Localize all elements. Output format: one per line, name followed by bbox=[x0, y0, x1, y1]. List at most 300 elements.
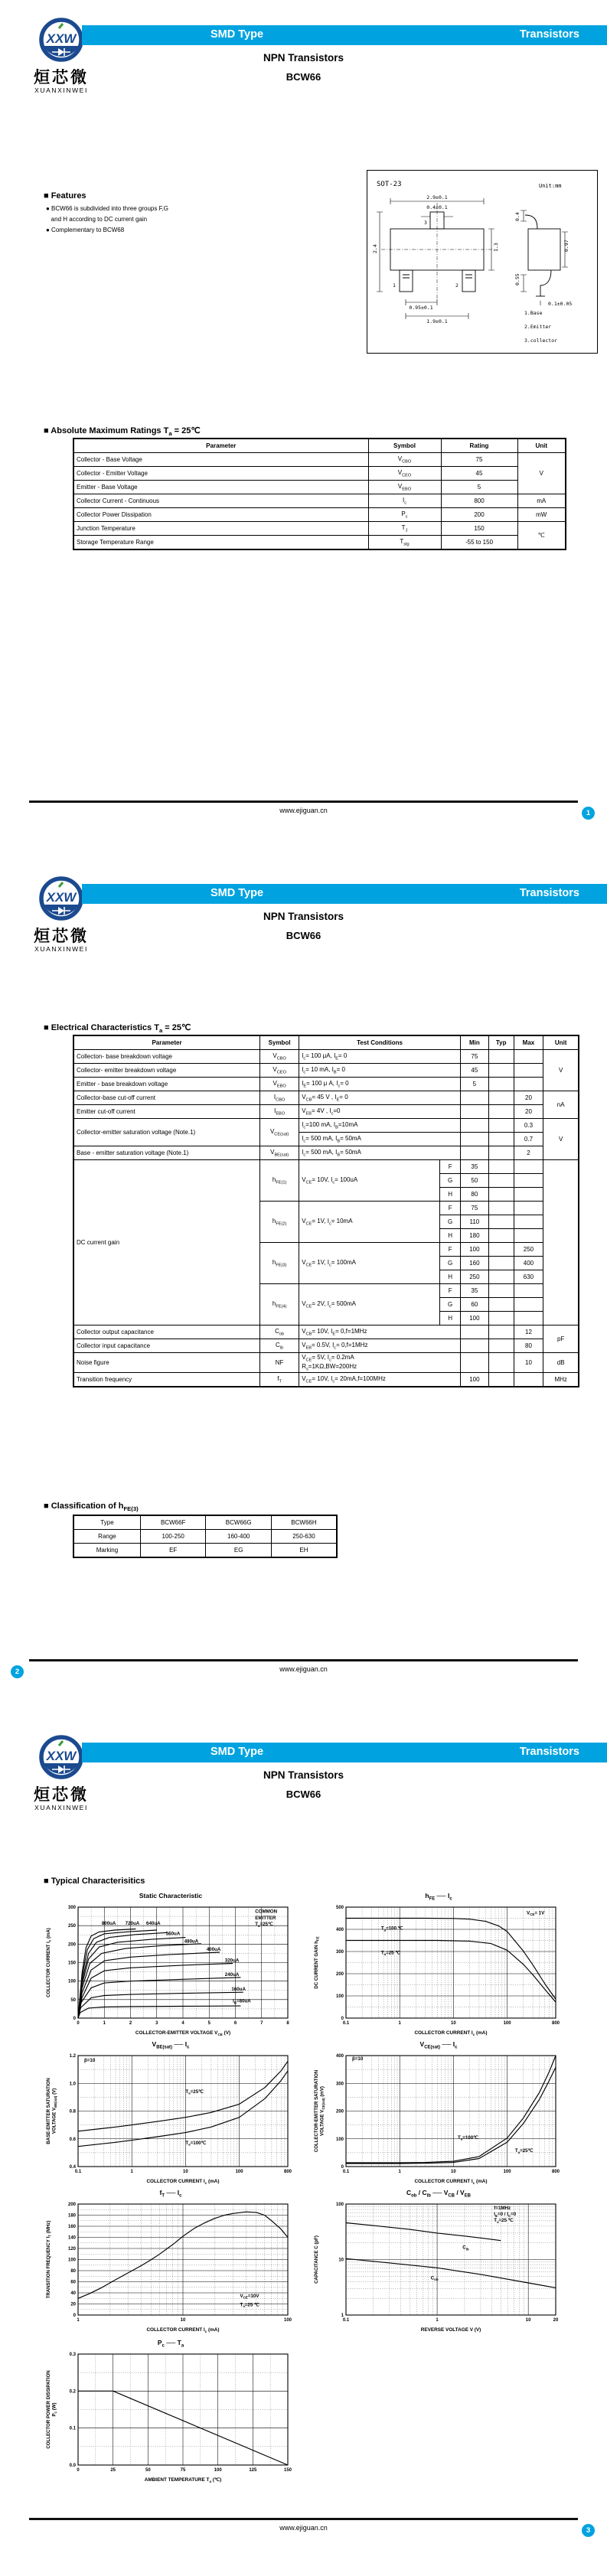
part-number: BCW66 bbox=[286, 930, 321, 941]
cell: Typ bbox=[488, 1035, 514, 1050]
cell: 75 bbox=[460, 1202, 488, 1215]
cell: $V_{CBO}$ bbox=[260, 1050, 299, 1064]
cell: G bbox=[440, 1257, 461, 1270]
smd-type-label: SMD Type bbox=[210, 1746, 264, 1758]
cell bbox=[514, 1188, 543, 1202]
cell: 400 bbox=[514, 1257, 543, 1270]
cell bbox=[488, 1078, 514, 1091]
cell: Type bbox=[73, 1515, 140, 1530]
page-3 bbox=[0, 1717, 607, 2576]
svg-text:10: 10 bbox=[338, 2258, 344, 2263]
chart-plot bbox=[44, 2199, 297, 2335]
cell: Collector output capacitance bbox=[73, 1325, 260, 1339]
cell: 80 bbox=[460, 1188, 488, 1202]
cell: 50 bbox=[460, 1174, 488, 1188]
svg-text:0.1: 0.1 bbox=[74, 2170, 82, 2174]
cell: EG bbox=[206, 1544, 272, 1558]
svg-text:0: 0 bbox=[73, 2314, 76, 2318]
svg-text:Ta=100℃: $T_a=100℃$ bbox=[457, 2134, 479, 2141]
cell: Symbol bbox=[368, 439, 441, 453]
cell bbox=[488, 1160, 514, 1174]
footer-divider bbox=[29, 801, 578, 803]
svg-text:100: 100 bbox=[214, 2468, 222, 2473]
series-IB=320uA bbox=[78, 1964, 233, 2019]
cell bbox=[488, 1202, 514, 1215]
cell: Collecton- base breakdown voltage bbox=[73, 1050, 260, 1064]
data-table bbox=[73, 438, 566, 550]
svg-text:0: 0 bbox=[77, 2468, 80, 2473]
svg-text:COLLECTOR CURRENT Ic (mA): COLLECTOR CURRENT $I_c$ (mA) bbox=[414, 2179, 488, 2185]
svg-text:400uA: 400uA bbox=[206, 1947, 221, 1953]
series-IB=160uA bbox=[78, 1992, 243, 2018]
svg-text:1: 1 bbox=[398, 2021, 401, 2026]
product-category: NPN Transistors bbox=[263, 52, 344, 64]
svg-text:8: 8 bbox=[286, 2021, 289, 2026]
cell: BCW66F bbox=[140, 1515, 206, 1530]
cell: 800 bbox=[441, 494, 517, 508]
svg-text:VOLTAGE VCE(sat) (mV): VOLTAGE $V_{CE(sat)}$ (mV) bbox=[319, 2086, 326, 2136]
cell: $V_{CE}= 10V$, $I_c= 100uA$ bbox=[299, 1160, 440, 1202]
chart-title: $h_{FE}$ ── $I_c$ bbox=[425, 1892, 452, 1902]
svg-text:150: 150 bbox=[283, 2468, 292, 2473]
svg-text:Cob: $C_{ob}$ bbox=[430, 2275, 439, 2282]
cell: Junction Temperature bbox=[73, 522, 368, 536]
cell: EH bbox=[271, 1544, 337, 1558]
svg-text:80: 80 bbox=[70, 2269, 76, 2274]
footer-url: www.ejiguan.cn bbox=[279, 2524, 328, 2532]
data-table bbox=[73, 1035, 579, 1387]
svg-text:f=1MHz: f=1MHz bbox=[494, 2206, 511, 2212]
transistors-label: Transistors bbox=[519, 1746, 579, 1758]
cell: BCW66G bbox=[206, 1515, 272, 1530]
svg-text:0.6: 0.6 bbox=[69, 2137, 76, 2142]
chart-ft-vs-ic bbox=[44, 2189, 297, 2339]
cell: 10 bbox=[514, 1353, 543, 1373]
svg-text:3: 3 bbox=[424, 220, 427, 226]
cell: 100-250 bbox=[140, 1530, 206, 1544]
header-bar bbox=[82, 25, 607, 45]
svg-text:1.3: 1.3 bbox=[493, 243, 499, 252]
svg-text:1: 1 bbox=[398, 2170, 401, 2174]
package-outline-drawing bbox=[367, 170, 598, 354]
cell: 0.7 bbox=[514, 1133, 543, 1146]
cell: Range bbox=[73, 1530, 140, 1544]
svg-text:240uA: 240uA bbox=[224, 1971, 240, 1978]
cell: Test Conditions bbox=[299, 1035, 461, 1050]
cell: 45 bbox=[460, 1064, 488, 1078]
svg-text:REVERSE VOLTAGE V (V): REVERSE VOLTAGE V (V) bbox=[420, 2327, 481, 2333]
sot23-drawing bbox=[367, 171, 597, 353]
cell: 20 bbox=[514, 1091, 543, 1105]
svg-text:560uA: 560uA bbox=[165, 1931, 181, 1937]
cell: $V_{CE}= 10V$, $I_c= 20mA,f=100MHz$ bbox=[299, 1373, 461, 1387]
cell: $T_J$ bbox=[368, 522, 441, 536]
cell: Collector-base cut-off current bbox=[73, 1091, 260, 1105]
page-number-badge: 3 bbox=[582, 2524, 595, 2537]
cell: dB bbox=[543, 1353, 579, 1373]
cell bbox=[488, 1339, 514, 1353]
charts-area bbox=[0, 1717, 607, 2576]
cell: $I_{EBO}$ bbox=[260, 1105, 299, 1119]
cell: 2 bbox=[514, 1146, 543, 1160]
svg-text:COLLECTOR CURRENT Ic (mA): COLLECTOR CURRENT $I_c$ (mA) bbox=[146, 2179, 220, 2185]
svg-text:120: 120 bbox=[67, 2247, 76, 2252]
svg-text:0.4±0.1: 0.4±0.1 bbox=[426, 204, 448, 210]
svg-text:180: 180 bbox=[67, 2213, 76, 2219]
cell bbox=[488, 1353, 514, 1373]
cell bbox=[514, 1284, 543, 1298]
svg-text:25: 25 bbox=[110, 2468, 116, 2473]
cell: $h_{FE(3)}$ bbox=[260, 1243, 299, 1284]
cell: ℃ bbox=[517, 522, 566, 550]
cell: 60 bbox=[460, 1298, 488, 1312]
cell: $P_c$ bbox=[368, 508, 441, 522]
chart-title: $P_c$ ── $T_a$ bbox=[157, 2339, 184, 2349]
svg-text:0: 0 bbox=[341, 2165, 344, 2170]
svg-text:10: 10 bbox=[525, 2318, 531, 2323]
svg-text:800: 800 bbox=[283, 2170, 292, 2174]
svg-text:COLLECTOR CURRENT Ic (mA): COLLECTOR CURRENT $I_c$ (mA) bbox=[146, 2327, 220, 2333]
chart-static-characteristic bbox=[44, 1892, 297, 2042]
footer-url: www.ejiguan.cn bbox=[279, 807, 328, 814]
svg-text:Pc (W): $P_c$ (W) bbox=[51, 2402, 58, 2417]
cell: 75 bbox=[441, 453, 517, 467]
svg-text:10: 10 bbox=[451, 2021, 456, 2026]
cell bbox=[460, 1133, 488, 1146]
cell bbox=[460, 1325, 488, 1339]
page-1 bbox=[0, 0, 607, 859]
cell bbox=[488, 1119, 514, 1133]
abs-max-title: ■ Absolute Maximum Ratings $T_a$ = 25℃ bbox=[44, 426, 201, 438]
svg-text:125: 125 bbox=[249, 2468, 257, 2473]
cell: $V_{CEO}$ bbox=[260, 1064, 299, 1078]
svg-text:TRANSITION FREQUENCY fT (M: TRANSITION FREQUENCY $f_T$ (MHz) bbox=[46, 2220, 52, 2299]
chart-vcesat-vs-ic bbox=[312, 2040, 565, 2190]
cell bbox=[514, 1050, 543, 1064]
svg-text:2: 2 bbox=[129, 2021, 132, 2026]
cell: Emitter - base breakdown voltage bbox=[73, 1078, 260, 1091]
cell bbox=[488, 1133, 514, 1146]
series-IB=640uA bbox=[78, 1932, 167, 2018]
svg-text:VCE=10V: $V_{CE}=10V$ bbox=[240, 2293, 259, 2300]
cell bbox=[460, 1119, 488, 1133]
cell: 5 bbox=[460, 1078, 488, 1091]
svg-text:10: 10 bbox=[451, 2170, 456, 2174]
transistors-label: Transistors bbox=[519, 28, 579, 41]
svg-text:1.2: 1.2 bbox=[69, 2054, 76, 2059]
cell: 100 bbox=[460, 1312, 488, 1325]
svg-text:2.9±0.1: 2.9±0.1 bbox=[426, 194, 448, 201]
svg-text:0.3: 0.3 bbox=[69, 2353, 76, 2357]
cell: $f_T$ bbox=[260, 1373, 299, 1387]
cell: Base - emitter saturation voltage (Note.1) bbox=[73, 1146, 260, 1160]
cell: 75 bbox=[460, 1050, 488, 1064]
classification-table bbox=[73, 1515, 338, 1558]
cell: H bbox=[440, 1312, 461, 1325]
product-category: NPN Transistors bbox=[263, 1769, 344, 1781]
svg-text:100: 100 bbox=[283, 2318, 292, 2323]
svg-text:3.collector: 3.collector bbox=[524, 337, 558, 344]
cell: Parameter bbox=[73, 1035, 260, 1050]
svg-text:VCE= 1V: $V_{CE}= 1V$ bbox=[526, 1910, 545, 1917]
svg-text:BASE-EMITTER SATURATION: BASE-EMITTER SATURATION bbox=[46, 2078, 51, 2144]
cell bbox=[460, 1146, 488, 1160]
smd-type-label: SMD Type bbox=[210, 887, 264, 899]
svg-text:1: 1 bbox=[130, 2170, 133, 2174]
svg-text:1: 1 bbox=[341, 2314, 344, 2318]
svg-text:480uA: 480uA bbox=[184, 1939, 199, 1945]
cell: Emitter - Base Voltage bbox=[73, 481, 368, 494]
svg-text:Ta=25℃: $T_a=25℃$ bbox=[514, 2148, 534, 2154]
svg-text:Ta=25 ℃: $T_a=25$ ℃ bbox=[380, 1950, 401, 1957]
product-category: NPN Transistors bbox=[263, 911, 344, 922]
cell: Emitter cut-off current bbox=[73, 1105, 260, 1119]
cell: nA bbox=[543, 1091, 579, 1119]
cell: $V_{CB}= 45$ V , $I_E= 0$ bbox=[299, 1091, 461, 1105]
cell: Rating bbox=[441, 439, 517, 453]
cell: 0.3 bbox=[514, 1119, 543, 1133]
series-Ta=25C bbox=[78, 2061, 288, 2131]
svg-text:2.4: 2.4 bbox=[372, 244, 378, 253]
svg-text:320uA: 320uA bbox=[224, 1958, 240, 1964]
svg-text:2.Emitter: 2.Emitter bbox=[524, 324, 552, 330]
chart-title: $V_{BE(sat)}$ ── $I_c$ bbox=[152, 2040, 190, 2050]
svg-text:IB=80uA: $I_B=80uA$ bbox=[233, 1998, 251, 2005]
svg-text:200: 200 bbox=[335, 2109, 344, 2115]
svg-text:100: 100 bbox=[335, 1994, 344, 1999]
svg-text:SOT-23: SOT-23 bbox=[377, 181, 402, 188]
cell: mW bbox=[517, 508, 566, 522]
svg-text:0.1: 0.1 bbox=[342, 2318, 350, 2323]
cell: $I_c= 10$ mA, $I_B= 0$ bbox=[299, 1064, 461, 1078]
svg-text:0.4: 0.4 bbox=[514, 212, 521, 221]
svg-text:VOLTAGE VBE(sat) (V): VOLTAGE $V_{BE(sat)}$ (V) bbox=[51, 2088, 58, 2134]
cell: $V_{CEO}$ bbox=[368, 467, 441, 481]
svg-text:100: 100 bbox=[335, 2203, 344, 2207]
svg-text:1.9±0.1: 1.9±0.1 bbox=[426, 318, 448, 324]
cell bbox=[488, 1257, 514, 1270]
svg-text:0.95±0.1: 0.95±0.1 bbox=[409, 305, 433, 311]
cell bbox=[514, 1215, 543, 1229]
footer-divider bbox=[29, 2518, 578, 2520]
cell bbox=[488, 1229, 514, 1243]
cell: Collector Power Dissipation bbox=[73, 508, 368, 522]
cell bbox=[460, 1353, 488, 1373]
svg-text:250: 250 bbox=[67, 1924, 76, 1929]
cell bbox=[488, 1312, 514, 1325]
cell: Parameter bbox=[73, 439, 368, 453]
svg-text:COLLECTOR CURRENT Ic (mA): COLLECTOR CURRENT $I_c$ (mA) bbox=[46, 1928, 52, 1997]
cell: $V_{EBO}$ bbox=[260, 1078, 299, 1091]
cell bbox=[514, 1064, 543, 1078]
cell: Unit bbox=[543, 1035, 579, 1050]
svg-text:720uA: 720uA bbox=[125, 1921, 140, 1927]
cell bbox=[488, 1284, 514, 1298]
chart-hfe-vs-ic bbox=[312, 1892, 565, 2042]
svg-text:0.8: 0.8 bbox=[69, 2109, 76, 2115]
cell bbox=[488, 1174, 514, 1188]
svg-text:XXW: XXW bbox=[46, 890, 77, 905]
cell: mA bbox=[517, 494, 566, 508]
cell: 80 bbox=[514, 1339, 543, 1353]
cell: 250-630 bbox=[271, 1530, 337, 1544]
cell: $I_c= 500$ mA, $I_B= 50mA$ bbox=[299, 1133, 461, 1146]
cell: $V_{BE(sat)}$ bbox=[260, 1146, 299, 1160]
svg-text:50: 50 bbox=[70, 1997, 76, 2003]
cell: $h_{FE(4)}$ bbox=[260, 1284, 299, 1325]
brand-name-en: XUANXINWEI bbox=[34, 1804, 88, 1811]
cell bbox=[488, 1091, 514, 1105]
cell: $I_c$ bbox=[368, 494, 441, 508]
svg-text:300: 300 bbox=[335, 2082, 344, 2087]
svg-text:Ta=100℃: $T_a=100℃$ bbox=[185, 2141, 207, 2147]
svg-text:20: 20 bbox=[70, 2302, 76, 2307]
cell bbox=[488, 1298, 514, 1312]
cell: Collector input capacitance bbox=[73, 1339, 260, 1353]
chart-plot bbox=[312, 1902, 565, 2038]
cell: 20 bbox=[514, 1105, 543, 1119]
cell: BCW66H bbox=[271, 1515, 337, 1530]
cell: DC current gain bbox=[73, 1160, 260, 1325]
cell: 45 bbox=[441, 467, 517, 481]
cell: Unit bbox=[517, 439, 566, 453]
cell bbox=[514, 1160, 543, 1174]
svg-text:β=10: β=10 bbox=[351, 2056, 364, 2062]
footer-divider bbox=[29, 1659, 578, 1661]
svg-text:10: 10 bbox=[180, 2318, 186, 2323]
svg-text:0.55: 0.55 bbox=[514, 273, 521, 285]
cell: EF bbox=[140, 1544, 206, 1558]
cell: V bbox=[517, 453, 566, 494]
svg-text:0.2: 0.2 bbox=[69, 2389, 76, 2395]
svg-text:0.97: 0.97 bbox=[563, 240, 569, 252]
svg-text:20: 20 bbox=[553, 2318, 559, 2323]
cell: 5 bbox=[441, 481, 517, 494]
svg-text:EMITTER: EMITTER bbox=[255, 1915, 276, 1921]
feature-item: and H according to DC current gain bbox=[46, 216, 148, 223]
cell bbox=[488, 1105, 514, 1119]
svg-text:100: 100 bbox=[67, 1979, 76, 1984]
cell: F bbox=[440, 1160, 461, 1174]
svg-text:COMMON: COMMON bbox=[255, 1909, 278, 1915]
data-table bbox=[73, 1515, 338, 1558]
cell: V bbox=[543, 1050, 579, 1091]
cell: V bbox=[543, 1119, 579, 1160]
svg-text:100: 100 bbox=[503, 2170, 511, 2174]
cell bbox=[488, 1270, 514, 1284]
cell: F bbox=[440, 1202, 461, 1215]
svg-text:7: 7 bbox=[260, 2021, 263, 2026]
chart-title: Static Characteristic bbox=[139, 1892, 203, 1899]
feature-item: ● Complementary to BCW68 bbox=[46, 227, 125, 233]
cell: $I_{CBO}$ bbox=[260, 1091, 299, 1105]
cell: 180 bbox=[460, 1229, 488, 1243]
svg-text:800: 800 bbox=[551, 2170, 560, 2174]
svg-text:100: 100 bbox=[67, 2258, 76, 2263]
cell: 100 bbox=[460, 1373, 488, 1387]
svg-text:40: 40 bbox=[70, 2291, 76, 2296]
cell: 250 bbox=[460, 1270, 488, 1284]
svg-text:5: 5 bbox=[207, 2021, 210, 2026]
svg-text:0.1: 0.1 bbox=[342, 2170, 350, 2174]
brand-name-cn: 烜芯微 bbox=[34, 1786, 89, 1804]
cell: $V_{CE}= 5V$, $I_c= 0.2mA$ $R_s=1K\Omega,BW=200Hz$ bbox=[299, 1353, 461, 1373]
cell bbox=[543, 1160, 579, 1325]
cell: $V_{CE(sat)}$ bbox=[260, 1119, 299, 1146]
brand-name-cn: 烜芯微 bbox=[34, 69, 89, 86]
svg-text:4: 4 bbox=[181, 2021, 184, 2026]
chart-plot bbox=[312, 2199, 565, 2335]
cell: -55 to 150 bbox=[441, 536, 517, 550]
part-number: BCW66 bbox=[286, 1789, 321, 1800]
feature-item: ● BCW66 is subdivided into three groups F,G bbox=[46, 205, 169, 212]
svg-text:0: 0 bbox=[341, 2017, 344, 2021]
series-IB=240uA bbox=[78, 1978, 240, 2018]
cell bbox=[514, 1312, 543, 1325]
chart-plot bbox=[44, 2050, 297, 2186]
cell: H bbox=[440, 1270, 461, 1284]
cell: NF bbox=[260, 1353, 299, 1373]
svg-text:DC CURRENT GAIN hFE: DC CURRENT GAIN $h_{FE}$ bbox=[314, 1936, 320, 1989]
cell: $V_{EB}= 4V$ , $I_c=0$ bbox=[299, 1105, 461, 1119]
cell: H bbox=[440, 1229, 461, 1243]
series-IB=80uA bbox=[78, 2006, 240, 2018]
svg-text:200: 200 bbox=[67, 1942, 76, 1948]
cell: $V_{CE}= 1V$, $I_c= 10mA$ bbox=[299, 1202, 440, 1243]
electrical-table bbox=[73, 1035, 579, 1387]
chart-title: $C_{ob} / C_{ib}$ ── $V_{CB} / V_{EB}$ bbox=[406, 2189, 471, 2199]
header-bar bbox=[82, 884, 607, 904]
svg-text:1: 1 bbox=[103, 2021, 106, 2026]
cell bbox=[460, 1105, 488, 1119]
svg-text:COLLECTOR POWER DISSIPATION: COLLECTOR POWER DISSIPATION bbox=[46, 2370, 51, 2449]
svg-text:60: 60 bbox=[70, 2280, 76, 2285]
cell bbox=[488, 1146, 514, 1160]
svg-text:Ta=25℃: $T_a=25℃$ bbox=[185, 2089, 204, 2095]
svg-text:CAPACITANCE C (pF): CAPACITANCE C (pF) bbox=[314, 2235, 319, 2284]
cell: MHz bbox=[543, 1373, 579, 1387]
cell: $h_{FE(1)}$ bbox=[260, 1160, 299, 1202]
cell bbox=[460, 1339, 488, 1353]
cell: Collector- emitter breakdown voltage bbox=[73, 1064, 260, 1078]
brand-name-cn: 烜芯微 bbox=[34, 928, 89, 945]
svg-text:3: 3 bbox=[155, 2021, 158, 2026]
brand-name-en: XUANXINWEI bbox=[34, 945, 88, 953]
cell: $I_c= 100$ μA, $I_E= 0$ bbox=[299, 1050, 461, 1064]
cell: $V_{EBO}$ bbox=[368, 481, 441, 494]
svg-text:0.1: 0.1 bbox=[342, 2021, 350, 2026]
classification-title: ■ Classification of $h_{FE(3)}$ bbox=[44, 1502, 139, 1513]
cell: $I_E= 100$ μ A, $I_c= 0$ bbox=[299, 1078, 461, 1091]
page-2 bbox=[0, 859, 607, 1717]
cell bbox=[488, 1050, 514, 1064]
smd-type-label: SMD Type bbox=[210, 28, 264, 41]
svg-text:2: 2 bbox=[455, 282, 459, 289]
cell: Max bbox=[514, 1035, 543, 1050]
svg-text:200: 200 bbox=[67, 2203, 76, 2207]
cell: 200 bbox=[441, 508, 517, 522]
cell: Collector-emitter saturation voltage (Note.1) bbox=[73, 1119, 260, 1146]
cell: F bbox=[440, 1243, 461, 1257]
chart-plot bbox=[44, 1902, 297, 2038]
cell: 160 bbox=[460, 1257, 488, 1270]
svg-text:100: 100 bbox=[235, 2170, 243, 2174]
svg-text:640uA: 640uA bbox=[146, 1921, 161, 1927]
chart-capacitance-vs-voltage bbox=[312, 2189, 565, 2339]
svg-text:300: 300 bbox=[67, 1906, 76, 1910]
svg-text:1.0: 1.0 bbox=[69, 2082, 76, 2087]
features-title: ■ Features bbox=[44, 191, 86, 201]
